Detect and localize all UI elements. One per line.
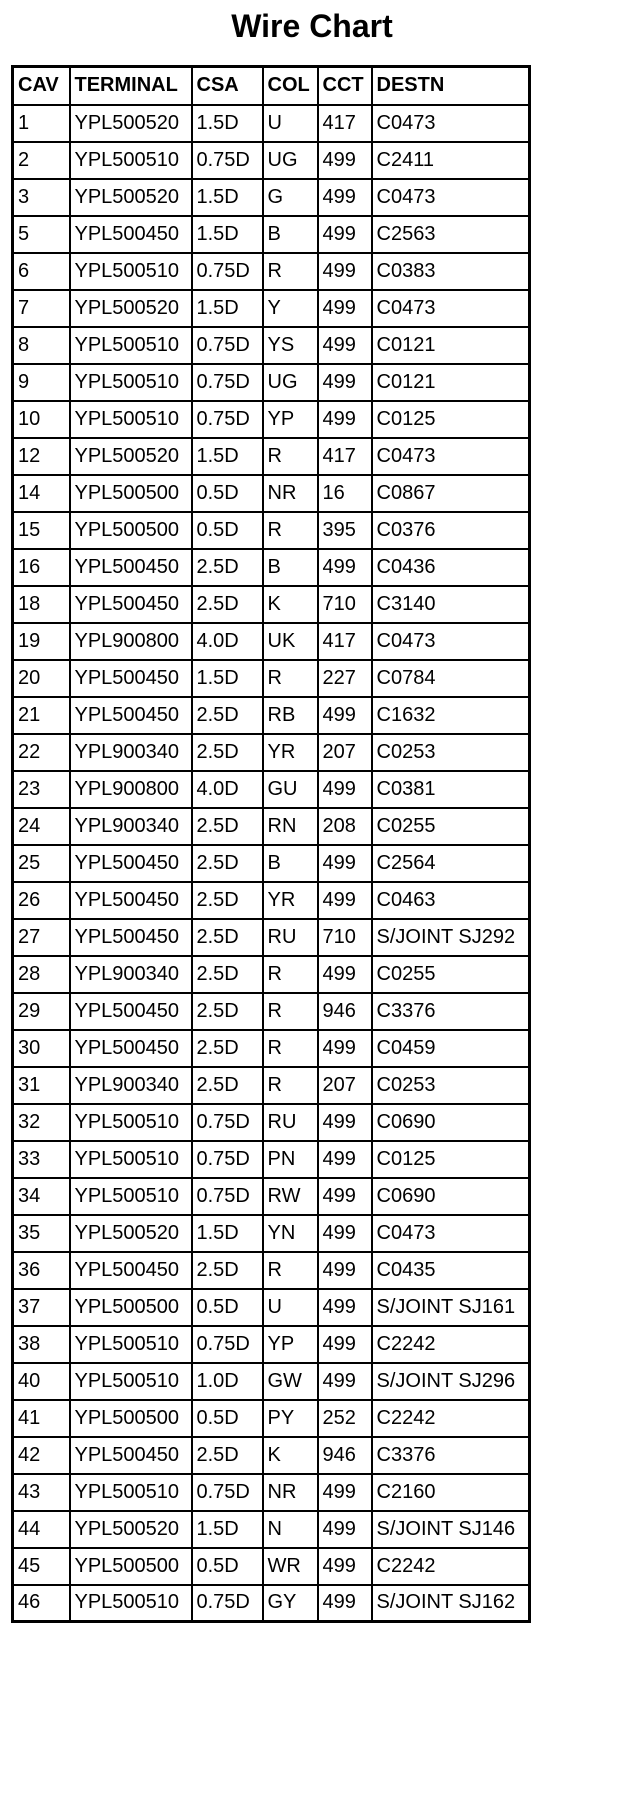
cell-cct: 207: [318, 1067, 372, 1104]
cell-destn: C0383: [372, 253, 530, 290]
page-title: Wire Chart: [231, 8, 393, 44]
table-row: [13, 105, 530, 142]
cell-csa: 0.75D: [192, 253, 263, 290]
cell-col: U: [263, 105, 318, 142]
cell-col: B: [263, 216, 318, 253]
cell-terminal: YPL500450: [70, 660, 192, 697]
cell-terminal: YPL900800: [70, 623, 192, 660]
table-row: [13, 401, 530, 438]
cell-destn: C2242: [372, 1400, 530, 1437]
table-row: [13, 1141, 530, 1178]
cell-terminal: YPL500510: [70, 1326, 192, 1363]
cell-cct: 499: [318, 549, 372, 586]
table-row: [13, 771, 530, 808]
cell-col: RN: [263, 808, 318, 845]
cell-cav: 21: [13, 697, 70, 734]
cell-cct: 946: [318, 993, 372, 1030]
column-header-cct: CCT: [318, 67, 372, 105]
cell-destn: C0690: [372, 1178, 530, 1215]
cell-destn: C0125: [372, 1141, 530, 1178]
cell-cav: 25: [13, 845, 70, 882]
cell-cct: 499: [318, 1326, 372, 1363]
cell-terminal: YPL500450: [70, 216, 192, 253]
cell-cav: 33: [13, 1141, 70, 1178]
cell-col: U: [263, 1289, 318, 1326]
cell-cav: 27: [13, 919, 70, 956]
cell-col: RU: [263, 919, 318, 956]
table-row: [13, 697, 530, 734]
cell-cct: 499: [318, 1104, 372, 1141]
cell-cav: 43: [13, 1474, 70, 1511]
table-row: [13, 216, 530, 253]
table-row: [13, 1326, 530, 1363]
table-row: [13, 1067, 530, 1104]
table-row: [13, 993, 530, 1030]
cell-col: R: [263, 660, 318, 697]
cell-terminal: YPL500450: [70, 549, 192, 586]
cell-terminal: YPL500450: [70, 586, 192, 623]
cell-destn: C0463: [372, 882, 530, 919]
cell-csa: 0.75D: [192, 1104, 263, 1141]
cell-csa: 2.5D: [192, 1437, 263, 1474]
column-header-cav: CAV: [13, 67, 70, 105]
cell-col: R: [263, 993, 318, 1030]
cell-destn: C0473: [372, 623, 530, 660]
table-row: [13, 1104, 530, 1141]
cell-cct: 499: [318, 697, 372, 734]
cell-terminal: YPL500450: [70, 697, 192, 734]
cell-col: UK: [263, 623, 318, 660]
cell-csa: 2.5D: [192, 882, 263, 919]
cell-cct: 395: [318, 512, 372, 549]
cell-cct: 499: [318, 253, 372, 290]
cell-col: GY: [263, 1585, 318, 1622]
cell-col: UG: [263, 142, 318, 179]
table-row: [13, 623, 530, 660]
cell-terminal: YPL500520: [70, 179, 192, 216]
cell-destn: C0253: [372, 734, 530, 771]
cell-csa: 1.5D: [192, 290, 263, 327]
table-row: [13, 956, 530, 993]
cell-cct: 710: [318, 586, 372, 623]
cell-cct: 499: [318, 1548, 372, 1585]
table-row: [13, 253, 530, 290]
cell-col: YP: [263, 401, 318, 438]
table-row: [13, 475, 530, 512]
cell-col: YP: [263, 1326, 318, 1363]
cell-cav: 28: [13, 956, 70, 993]
cell-col: N: [263, 1511, 318, 1548]
cell-csa: 2.5D: [192, 808, 263, 845]
cell-csa: 2.5D: [192, 845, 263, 882]
cell-destn: C2563: [372, 216, 530, 253]
cell-csa: 0.75D: [192, 142, 263, 179]
cell-terminal: YPL900800: [70, 771, 192, 808]
cell-col: GU: [263, 771, 318, 808]
cell-cav: 46: [13, 1585, 70, 1622]
cell-col: R: [263, 253, 318, 290]
cell-csa: 0.75D: [192, 1585, 263, 1622]
cell-destn: C0473: [372, 179, 530, 216]
cell-col: YR: [263, 882, 318, 919]
cell-cav: 1: [13, 105, 70, 142]
cell-csa: 0.5D: [192, 1289, 263, 1326]
cell-cav: 7: [13, 290, 70, 327]
table-row: [13, 845, 530, 882]
cell-terminal: YPL500510: [70, 1178, 192, 1215]
cell-cav: 22: [13, 734, 70, 771]
cell-terminal: YPL500450: [70, 1030, 192, 1067]
cell-csa: 1.5D: [192, 179, 263, 216]
cell-cav: 10: [13, 401, 70, 438]
cell-col: GW: [263, 1363, 318, 1400]
cell-terminal: YPL900340: [70, 956, 192, 993]
cell-cav: 31: [13, 1067, 70, 1104]
table-row: [13, 142, 530, 179]
column-header-csa: CSA: [192, 67, 263, 105]
cell-cav: 40: [13, 1363, 70, 1400]
cell-col: RB: [263, 697, 318, 734]
cell-terminal: YPL900340: [70, 1067, 192, 1104]
cell-destn: C0255: [372, 808, 530, 845]
cell-destn: S/JOINT SJ146: [372, 1511, 530, 1548]
cell-col: RU: [263, 1104, 318, 1141]
cell-cav: 18: [13, 586, 70, 623]
cell-destn: C0690: [372, 1104, 530, 1141]
cell-cct: 207: [318, 734, 372, 771]
cell-destn: C0255: [372, 956, 530, 993]
cell-destn: C3376: [372, 1437, 530, 1474]
cell-csa: 0.75D: [192, 1326, 263, 1363]
cell-destn: C0459: [372, 1030, 530, 1067]
cell-col: Y: [263, 290, 318, 327]
table-row: [13, 1585, 530, 1622]
cell-destn: S/JOINT SJ296: [372, 1363, 530, 1400]
cell-terminal: YPL500450: [70, 882, 192, 919]
cell-col: YN: [263, 1215, 318, 1252]
table-row: [13, 1548, 530, 1585]
cell-col: K: [263, 586, 318, 623]
cell-terminal: YPL500510: [70, 253, 192, 290]
cell-destn: C0381: [372, 771, 530, 808]
cell-cav: 29: [13, 993, 70, 1030]
cell-cav: 42: [13, 1437, 70, 1474]
cell-cct: 499: [318, 1363, 372, 1400]
cell-col: B: [263, 549, 318, 586]
cell-cct: 499: [318, 1511, 372, 1548]
cell-cav: 23: [13, 771, 70, 808]
table-row: [13, 919, 530, 956]
cell-csa: 0.5D: [192, 1548, 263, 1585]
cell-destn: C3140: [372, 586, 530, 623]
table-row: [13, 1363, 530, 1400]
cell-terminal: YPL500520: [70, 105, 192, 142]
cell-cct: 499: [318, 771, 372, 808]
cell-cct: 227: [318, 660, 372, 697]
cell-csa: 2.5D: [192, 956, 263, 993]
table-row: [13, 1030, 530, 1067]
cell-csa: 0.75D: [192, 1178, 263, 1215]
cell-cav: 8: [13, 327, 70, 364]
cell-terminal: YPL500500: [70, 475, 192, 512]
cell-terminal: YPL500520: [70, 1511, 192, 1548]
cell-csa: 2.5D: [192, 1252, 263, 1289]
cell-destn: S/JOINT SJ162: [372, 1585, 530, 1622]
cell-terminal: YPL500510: [70, 327, 192, 364]
cell-terminal: YPL500510: [70, 1104, 192, 1141]
cell-cct: 710: [318, 919, 372, 956]
cell-cav: 26: [13, 882, 70, 919]
cell-col: R: [263, 1252, 318, 1289]
cell-cct: 499: [318, 1030, 372, 1067]
cell-csa: 2.5D: [192, 586, 263, 623]
cell-cct: 252: [318, 1400, 372, 1437]
table-row: [13, 1215, 530, 1252]
table-row: [13, 882, 530, 919]
cell-cct: 499: [318, 1252, 372, 1289]
cell-col: B: [263, 845, 318, 882]
cell-cav: 37: [13, 1289, 70, 1326]
cell-col: K: [263, 1437, 318, 1474]
cell-destn: C2564: [372, 845, 530, 882]
cell-csa: 1.5D: [192, 1215, 263, 1252]
cell-destn: C0121: [372, 327, 530, 364]
cell-destn: C0435: [372, 1252, 530, 1289]
cell-destn: C3376: [372, 993, 530, 1030]
cell-cav: 45: [13, 1548, 70, 1585]
cell-destn: C0473: [372, 438, 530, 475]
cell-col: R: [263, 512, 318, 549]
cell-destn: C0867: [372, 475, 530, 512]
cell-destn: C2411: [372, 142, 530, 179]
cell-csa: 1.5D: [192, 660, 263, 697]
table-row: [13, 1400, 530, 1437]
table-header-row: [13, 67, 530, 105]
column-header-destn: DESTN: [372, 67, 530, 105]
cell-cav: 19: [13, 623, 70, 660]
cell-terminal: YPL900340: [70, 808, 192, 845]
cell-cct: 499: [318, 216, 372, 253]
cell-destn: C2242: [372, 1326, 530, 1363]
cell-destn: C2242: [372, 1548, 530, 1585]
table-row: [13, 734, 530, 771]
cell-csa: 0.75D: [192, 364, 263, 401]
cell-cct: 417: [318, 438, 372, 475]
wire-chart-table: [11, 65, 531, 1623]
cell-col: RW: [263, 1178, 318, 1215]
cell-cct: 499: [318, 290, 372, 327]
cell-cav: 14: [13, 475, 70, 512]
cell-terminal: YPL500520: [70, 1215, 192, 1252]
cell-csa: 1.5D: [192, 105, 263, 142]
cell-cav: 32: [13, 1104, 70, 1141]
cell-col: R: [263, 956, 318, 993]
cell-cav: 30: [13, 1030, 70, 1067]
cell-destn: C0436: [372, 549, 530, 586]
table-row: [13, 660, 530, 697]
cell-col: YR: [263, 734, 318, 771]
cell-cct: 499: [318, 1141, 372, 1178]
cell-destn: C2160: [372, 1474, 530, 1511]
cell-cct: 499: [318, 401, 372, 438]
cell-col: NR: [263, 475, 318, 512]
cell-csa: 1.5D: [192, 216, 263, 253]
cell-destn: S/JOINT SJ161: [372, 1289, 530, 1326]
cell-terminal: YPL500500: [70, 1400, 192, 1437]
table-body: [13, 105, 530, 1622]
cell-col: WR: [263, 1548, 318, 1585]
cell-col: NR: [263, 1474, 318, 1511]
table-row: [13, 1437, 530, 1474]
cell-csa: 2.5D: [192, 549, 263, 586]
table-row: [13, 1511, 530, 1548]
cell-csa: 1.5D: [192, 438, 263, 475]
cell-terminal: YPL500510: [70, 1141, 192, 1178]
cell-cct: 499: [318, 1215, 372, 1252]
cell-csa: 2.5D: [192, 993, 263, 1030]
cell-terminal: YPL500500: [70, 1548, 192, 1585]
cell-csa: 2.5D: [192, 1030, 263, 1067]
cell-cct: 499: [318, 1289, 372, 1326]
table-row: [13, 549, 530, 586]
cell-csa: 1.5D: [192, 1511, 263, 1548]
cell-destn: S/JOINT SJ292: [372, 919, 530, 956]
cell-destn: C0473: [372, 105, 530, 142]
cell-cav: 12: [13, 438, 70, 475]
cell-terminal: YPL500510: [70, 401, 192, 438]
cell-terminal: YPL500450: [70, 919, 192, 956]
cell-cav: 5: [13, 216, 70, 253]
cell-terminal: YPL500510: [70, 1363, 192, 1400]
table-row: [13, 1289, 530, 1326]
cell-col: G: [263, 179, 318, 216]
cell-terminal: YPL500500: [70, 1289, 192, 1326]
cell-terminal: YPL500450: [70, 1437, 192, 1474]
cell-col: UG: [263, 364, 318, 401]
cell-cct: 499: [318, 1585, 372, 1622]
cell-cct: 499: [318, 364, 372, 401]
cell-cct: 499: [318, 1474, 372, 1511]
cell-cct: 499: [318, 1178, 372, 1215]
table-row: [13, 808, 530, 845]
cell-destn: C1632: [372, 697, 530, 734]
cell-destn: C0121: [372, 364, 530, 401]
cell-cav: 36: [13, 1252, 70, 1289]
cell-destn: C0253: [372, 1067, 530, 1104]
cell-cav: 35: [13, 1215, 70, 1252]
cell-csa: 4.0D: [192, 623, 263, 660]
cell-cct: 946: [318, 1437, 372, 1474]
cell-terminal: YPL900340: [70, 734, 192, 771]
cell-csa: 0.5D: [192, 1400, 263, 1437]
cell-cav: 38: [13, 1326, 70, 1363]
table-row: [13, 179, 530, 216]
table-row: [13, 586, 530, 623]
cell-csa: 0.75D: [192, 1474, 263, 1511]
cell-csa: 2.5D: [192, 919, 263, 956]
cell-cav: 20: [13, 660, 70, 697]
table-row: [13, 327, 530, 364]
cell-csa: 2.5D: [192, 697, 263, 734]
cell-csa: 0.75D: [192, 401, 263, 438]
cell-terminal: YPL500520: [70, 290, 192, 327]
cell-cav: 9: [13, 364, 70, 401]
cell-cav: 2: [13, 142, 70, 179]
cell-terminal: YPL500450: [70, 845, 192, 882]
cell-cav: 24: [13, 808, 70, 845]
cell-col: PN: [263, 1141, 318, 1178]
cell-terminal: YPL500510: [70, 1585, 192, 1622]
cell-terminal: YPL500510: [70, 142, 192, 179]
cell-col: R: [263, 438, 318, 475]
cell-cct: 499: [318, 179, 372, 216]
cell-cct: 499: [318, 956, 372, 993]
table-row: [13, 512, 530, 549]
table-row: [13, 290, 530, 327]
cell-csa: 4.0D: [192, 771, 263, 808]
cell-cct: 499: [318, 142, 372, 179]
cell-terminal: YPL500520: [70, 438, 192, 475]
cell-cav: 6: [13, 253, 70, 290]
cell-destn: C0473: [372, 290, 530, 327]
cell-destn: C0473: [372, 1215, 530, 1252]
cell-csa: 0.5D: [192, 475, 263, 512]
cell-terminal: YPL500500: [70, 512, 192, 549]
column-header-col: COL: [263, 67, 318, 105]
cell-csa: 1.0D: [192, 1363, 263, 1400]
column-header-terminal: TERMINAL: [70, 67, 192, 105]
cell-csa: 0.75D: [192, 1141, 263, 1178]
table-row: [13, 438, 530, 475]
cell-cct: 208: [318, 808, 372, 845]
cell-cav: 41: [13, 1400, 70, 1437]
cell-cav: 44: [13, 1511, 70, 1548]
cell-cct: 417: [318, 623, 372, 660]
cell-terminal: YPL500450: [70, 1252, 192, 1289]
cell-csa: 2.5D: [192, 734, 263, 771]
table-row: [13, 1474, 530, 1511]
cell-csa: 2.5D: [192, 1067, 263, 1104]
cell-csa: 0.75D: [192, 327, 263, 364]
cell-col: PY: [263, 1400, 318, 1437]
cell-terminal: YPL500450: [70, 993, 192, 1030]
cell-cct: 499: [318, 327, 372, 364]
table-row: [13, 364, 530, 401]
cell-cav: 3: [13, 179, 70, 216]
cell-col: R: [263, 1067, 318, 1104]
cell-csa: 0.5D: [192, 512, 263, 549]
cell-terminal: YPL500510: [70, 364, 192, 401]
cell-col: R: [263, 1030, 318, 1067]
cell-destn: C0125: [372, 401, 530, 438]
cell-terminal: YPL500510: [70, 1474, 192, 1511]
cell-destn: C0784: [372, 660, 530, 697]
cell-cct: 499: [318, 882, 372, 919]
cell-cav: 15: [13, 512, 70, 549]
cell-cct: 417: [318, 105, 372, 142]
cell-col: YS: [263, 327, 318, 364]
table-row: [13, 1252, 530, 1289]
cell-cav: 16: [13, 549, 70, 586]
cell-cav: 34: [13, 1178, 70, 1215]
table-row: [13, 1178, 530, 1215]
cell-cct: 16: [318, 475, 372, 512]
cell-destn: C0376: [372, 512, 530, 549]
cell-cct: 499: [318, 845, 372, 882]
